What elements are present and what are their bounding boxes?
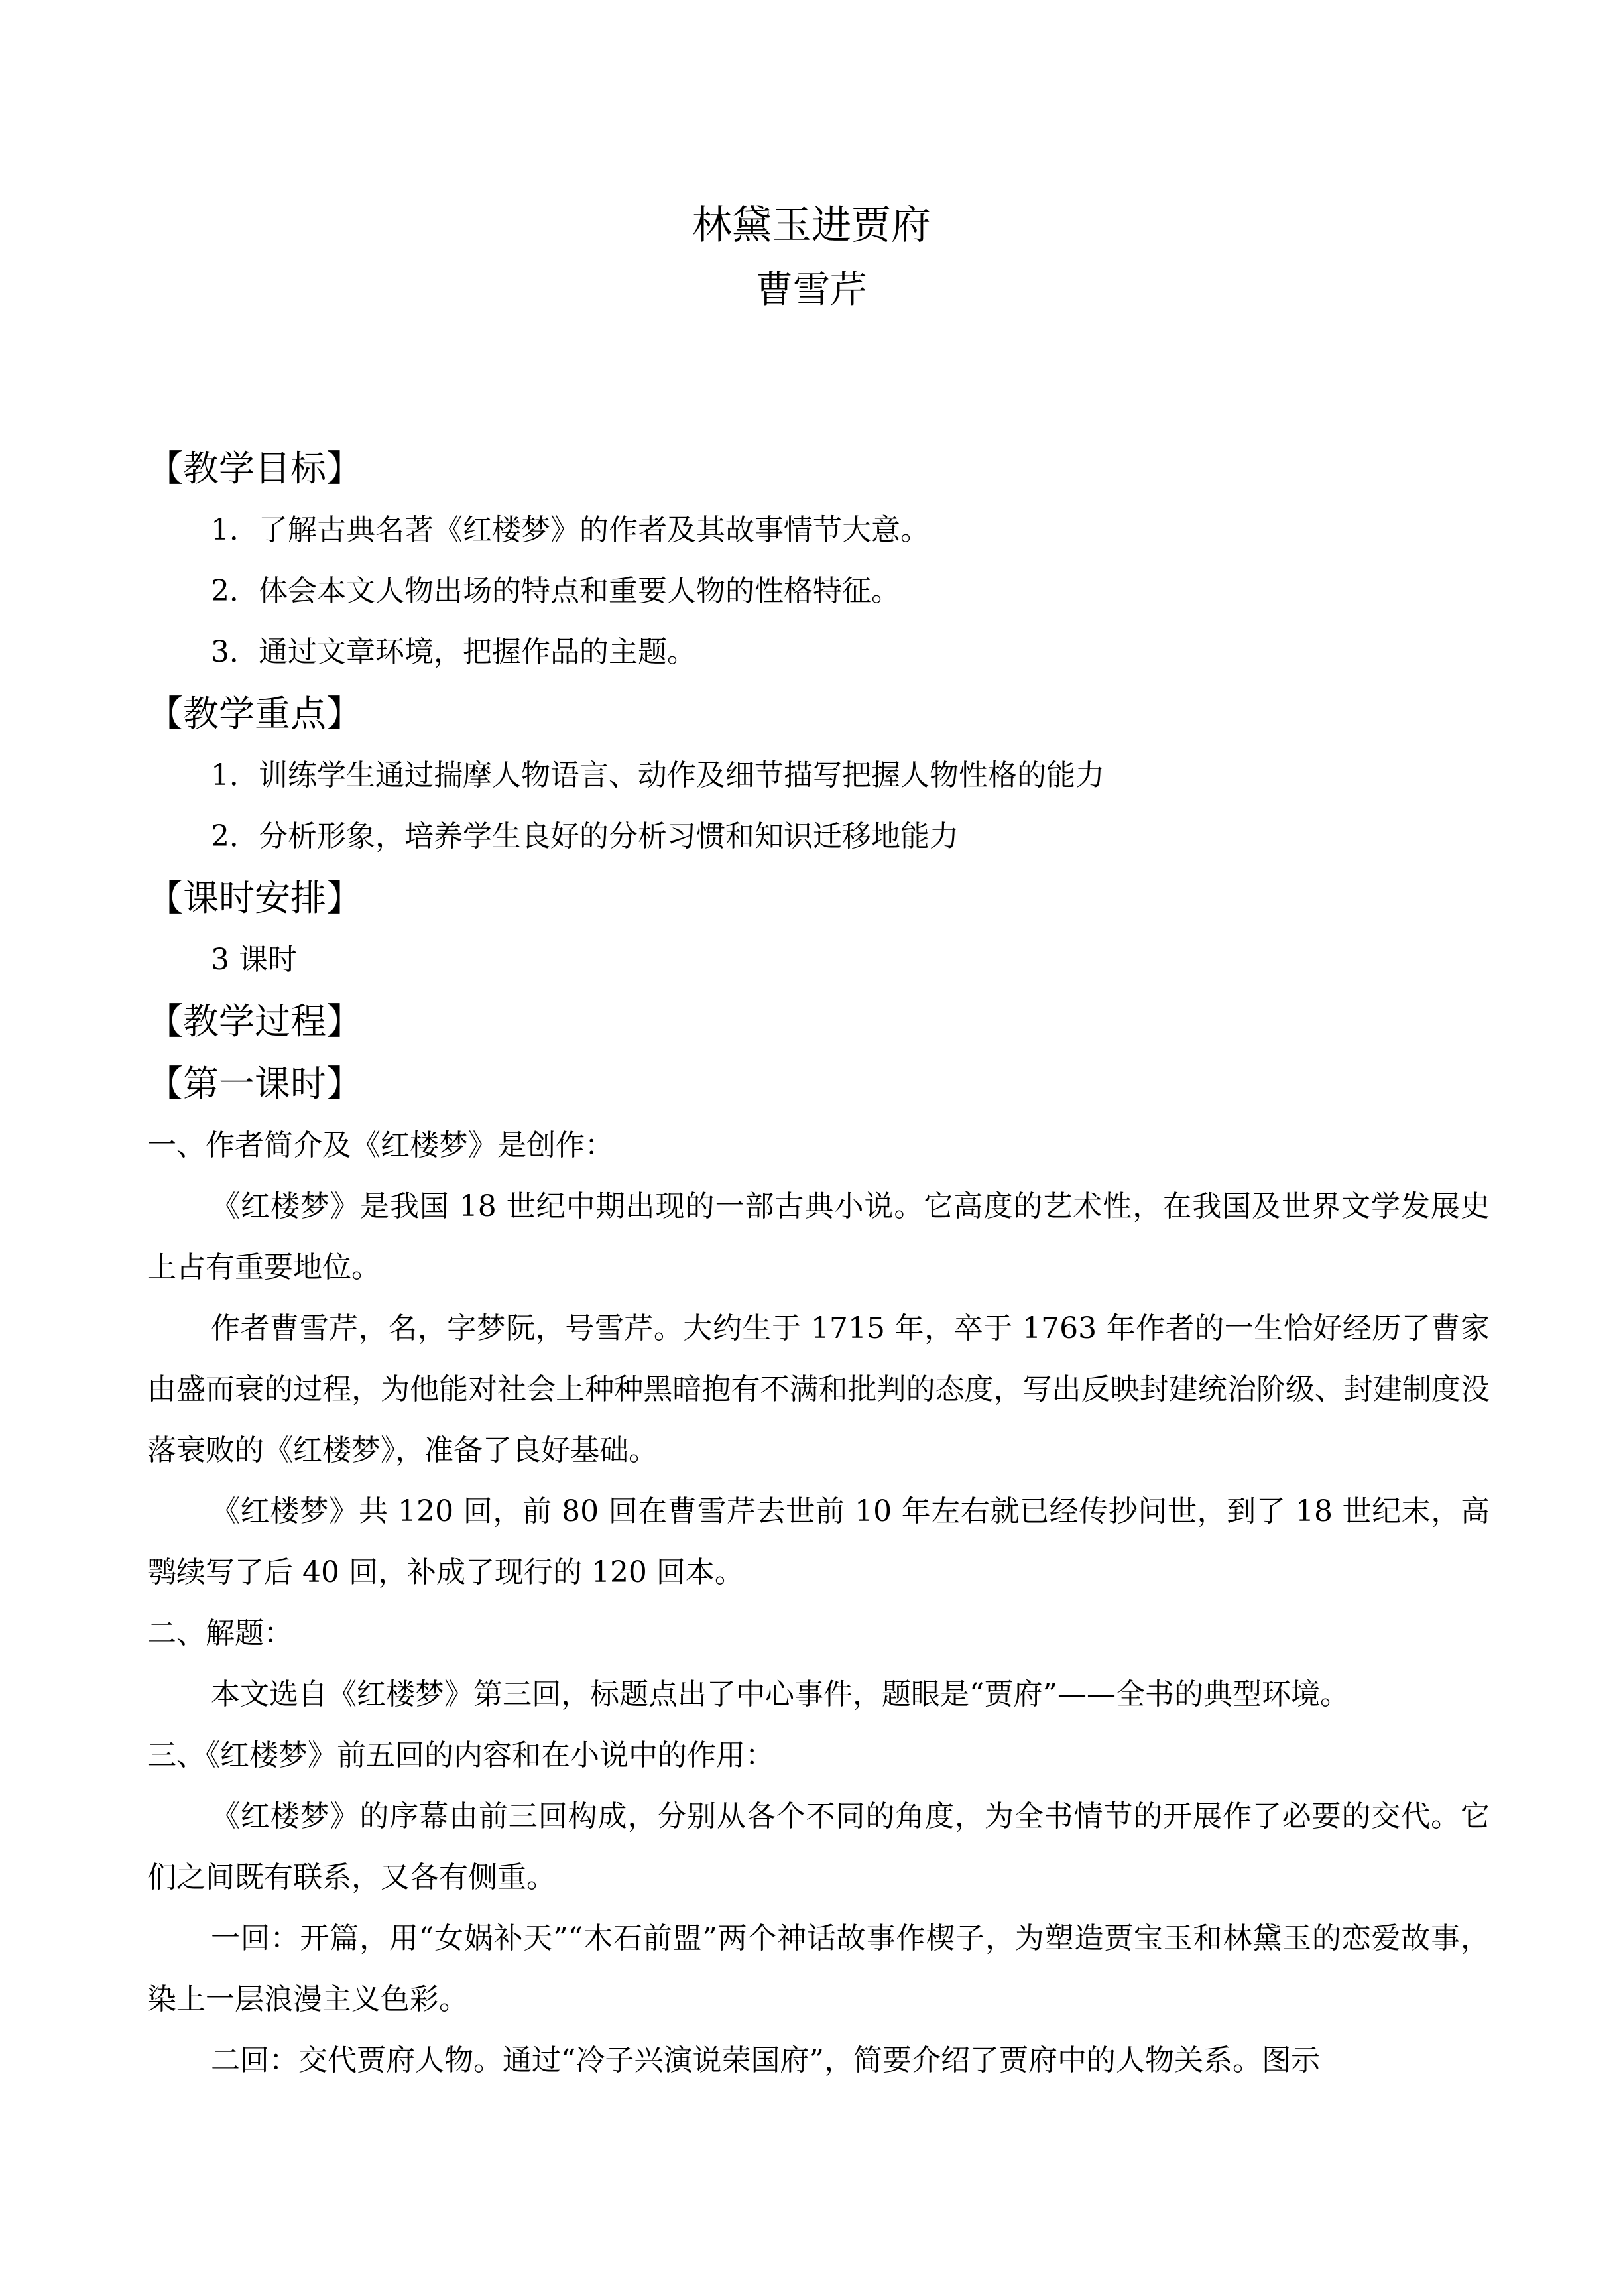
section2-heading: 二、解题：: [147, 1616, 293, 1650]
section3-paragraph: 二回：交代贾府人物。通过“冷子兴演说荣国府”，简要介绍了贾府中的人物关系。图示: [211, 2043, 1320, 2077]
schedule-heading: 【课时安排】: [147, 877, 362, 919]
section1-paragraph: 作者曹雪芹，名，字梦阮，号雪芹。大约生于 1715 年，卒于 1763 年作者的一生恰好经历了曹家由盛而衰的过程，为他能对社会上种种黑暗抱有不满和批判的态度，写出反映封建统治阶级、封建制度没落衰败的《红楼梦》，准备了良好基础。: [147, 1311, 1490, 1467]
section3-paragraph: 一回：开篇，用“女娲补天”“木石前盟”两个神话故事作楔子，为塑造贾宝玉和林黛玉的恋爱故事，染上一层浪漫主义色彩。: [147, 1921, 1490, 2016]
section1-heading: 一、作者简介及《红楼梦》是创作：: [147, 1128, 614, 1162]
document-title: 林黛玉进贾府: [692, 202, 931, 249]
document-body: [147, 438, 1490, 2091]
key-point-item: 2．分析形象，培养学生良好的分析习惯和知识迁移地能力: [211, 819, 959, 853]
section3-paragraph: 《红楼梦》的序幕由前三回构成，分别从各个不同的角度，为全书情节的开展作了必要的交代。它们之间既有联系，又各有侧重。: [147, 1799, 1490, 1894]
section3-heading: 三、《红楼梦》前五回的内容和在小说中的作用：: [147, 1738, 774, 1772]
objectives-heading: 【教学目标】: [147, 448, 362, 489]
objective-item: 3．通过文章环境，把握作品的主题。: [211, 635, 696, 669]
objective-item: 1．了解古典名著《红楼梦》的作者及其故事情节大意。: [211, 513, 930, 547]
key-points-heading: 【教学重点】: [147, 693, 362, 735]
schedule-value: 3 课时: [211, 943, 297, 977]
process-heading: 【教学过程】: [147, 1000, 362, 1042]
document-author: 曹雪芹: [756, 269, 867, 312]
section1-paragraph: 《红楼梦》是我国 18 世纪中期出现的一部古典小说。它高度的艺术性，在我国及世界文学发展史上占有重要地位。: [147, 1189, 1490, 1284]
section2-paragraph: 本文选自《红楼梦》第三回，标题点出了中心事件，题眼是“贾府”——全书的典型环境。: [211, 1677, 1349, 1711]
lesson1-heading: 【第一课时】: [147, 1063, 362, 1105]
section1-paragraph: 《红楼梦》共 120 回，前 80 回在曹雪芹去世前 10 年左右就已经传抄问世，到了 18 世纪末，高鹗续写了后 40 回，补成了现行的 120 回本。: [147, 1494, 1490, 1589]
key-point-item: 1．训练学生通过揣摩人物语言、动作及细节描写把握人物性格的能力: [211, 758, 1105, 792]
objective-item: 2．体会本文人物出场的特点和重要人物的性格特征。: [211, 574, 900, 608]
